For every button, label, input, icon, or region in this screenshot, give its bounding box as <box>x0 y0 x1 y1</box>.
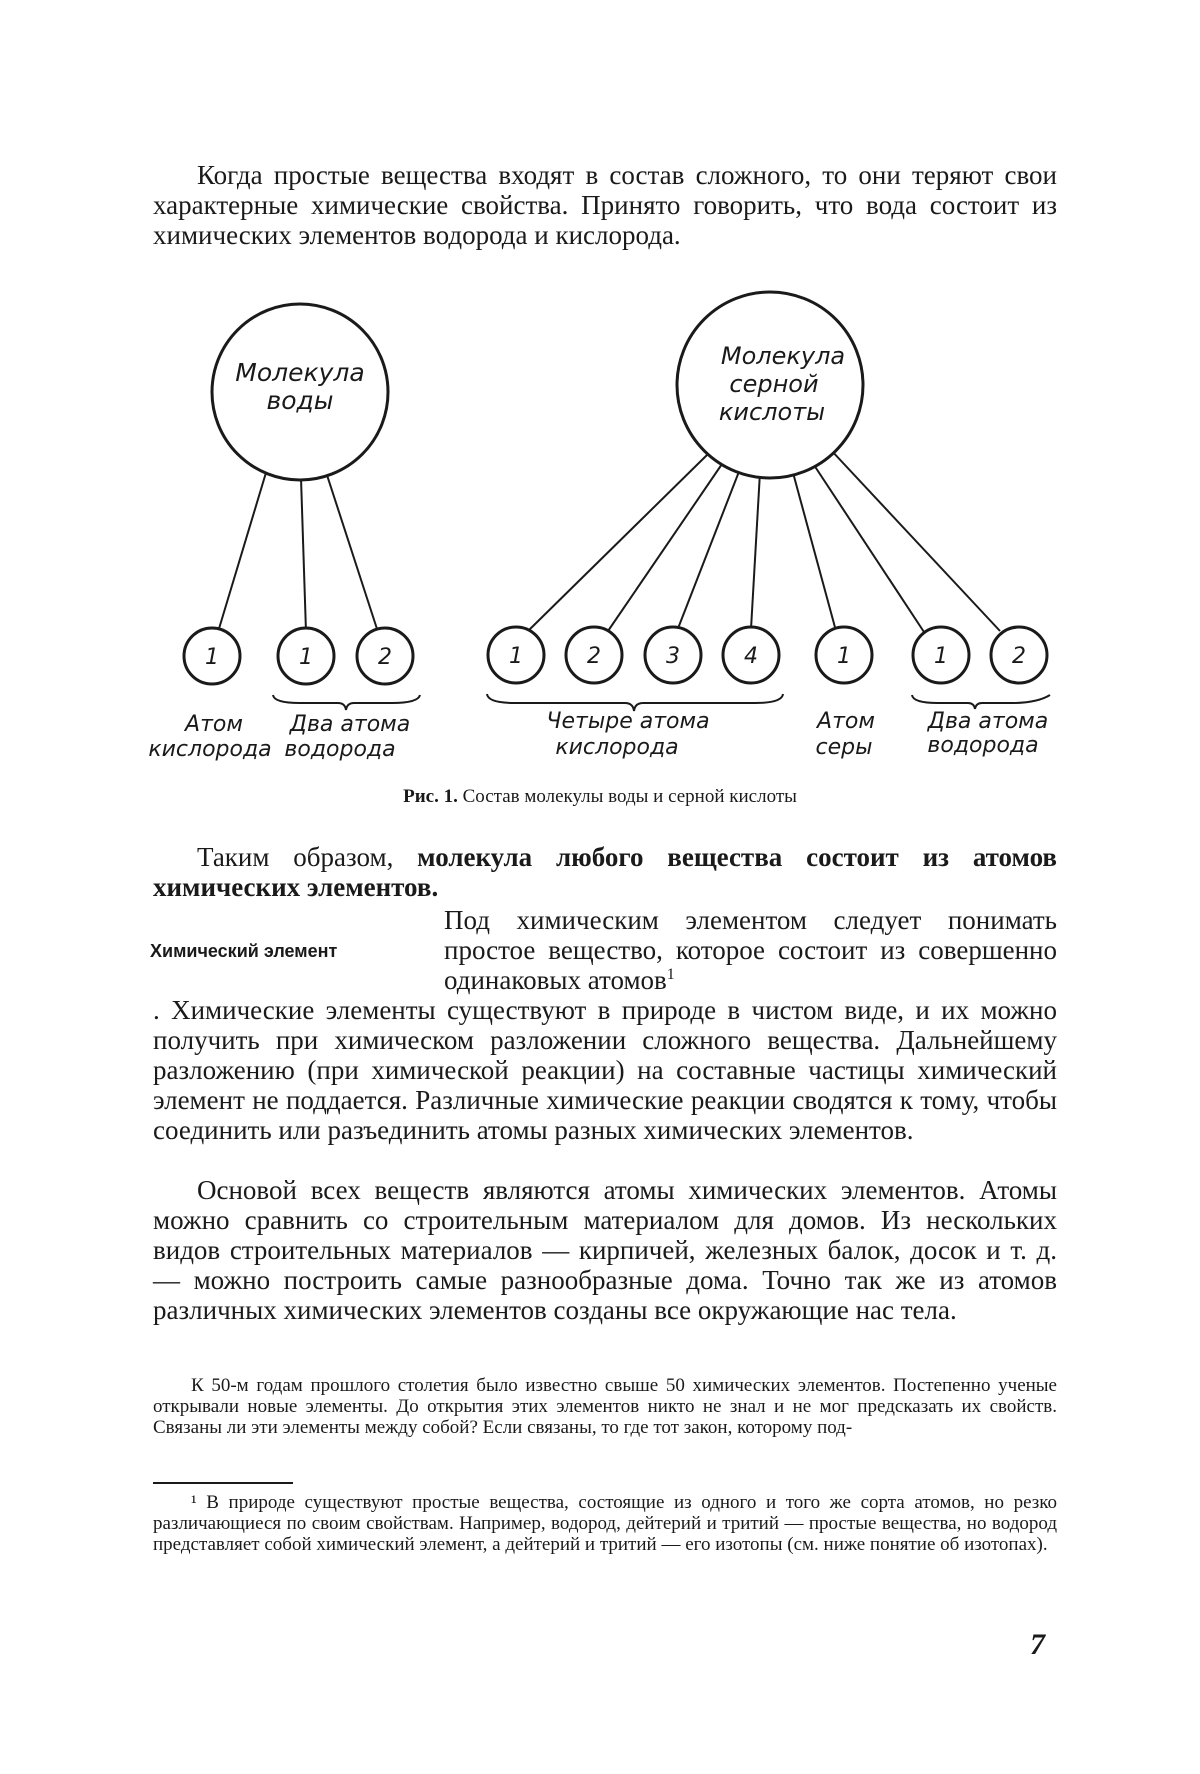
summary-bold: молекула любого вещества состоит из атомов химических элементов. <box>153 842 1057 902</box>
label-sulfur-atom-line2: серы <box>815 735 873 760</box>
atom-number: 2 <box>587 644 601 669</box>
brace-acid-hydrogen <box>912 695 1050 709</box>
figure-caption-text: Состав молекулы воды и серной кислоты <box>462 786 797 807</box>
water-atoms <box>184 628 413 684</box>
water-connectors <box>218 466 378 632</box>
label-two-hydrogen-acid-line1: Два атома <box>927 709 1049 734</box>
label-four-oxygen-line1: Четыре атома <box>546 709 710 734</box>
atom-number: 2 <box>378 645 392 670</box>
molecule-diagram <box>0 0 1200 780</box>
label-oxygen-atom-line2: кислорода <box>148 737 272 762</box>
footnote-text: ¹ В природе существуют простые вещества, состоящие из одного и того же сорта атомов, но резко различающиеся по своим свойствам. Например, водород, дейтерий и тритий — простые вещества, но водород представляет собой химический элемент, а дейтерий и тритий — его изотопы (см. ниже понятие об изотопах). <box>153 1492 1057 1555</box>
label-oxygen-atom-line1: Атом <box>185 712 243 737</box>
label-two-hydrogen-water-line1: Два атома <box>289 712 411 737</box>
atom-number: 2 <box>1012 644 1026 669</box>
figure-caption <box>0 786 1200 808</box>
atom-number: 3 <box>666 644 680 669</box>
intro-paragraph: Когда простые вещества входят в состав сложного, то они теряют свои характерные химические свойства. Принято говорить, что вода состоит из химических элементов водорода и кислорода. <box>153 160 1057 250</box>
figure-caption-label: Рис. 1. <box>403 786 458 807</box>
label-sulfur-atom-line1: Атом <box>817 709 875 734</box>
definition-continuation: . Химические элементы существуют в природе в чистом виде, и их можно получить при химическом разложении сложного вещества. Дальнейшему разложению (при химической реакции) на составные частицы химический элемент не поддается. Различные химические реакции сводятся к тому, чтобы соединить или разъединить атомы разных химических элементов. <box>153 995 1057 1145</box>
side-heading-chemical-element: Химический элемент <box>150 941 338 961</box>
atom-number: 1 <box>299 645 313 670</box>
summary-paragraph <box>153 842 1057 902</box>
acid-molecule-label-line1: Молекула <box>720 342 846 370</box>
atoms-paragraph: Основой всех веществ являются атомы химических элементов. Атомы можно сравнить со строительным материалом для домов. Из нескольких видов строительных материалов — кирпичей, железных балок, досок и т. д. — можно построить самые разнообразные дома. Точно так же из атомов различных химических элементов созданы все окружающие нас тела. <box>153 1175 1057 1325</box>
atom-number: 1 <box>205 645 219 670</box>
definition-text: Под химическим элементом следует понимать простое вещество, которое состоит из совершенно одинаковых атомов <box>444 905 1057 995</box>
definition-right-block <box>444 905 1057 995</box>
atom-number: 4 <box>744 644 758 669</box>
label-two-hydrogen-water-line2: водорода <box>284 737 396 762</box>
footnote-mark: 1 <box>666 966 675 983</box>
summary-plain: Таким образом, <box>197 842 418 872</box>
footnote-divider <box>153 1482 293 1484</box>
water-molecule-label-line1: Молекула <box>235 358 365 387</box>
acid-molecule-label-line3: кислоты <box>718 398 826 426</box>
acid-atoms <box>488 627 1047 683</box>
label-two-hydrogen-acid-line2: водорода <box>927 733 1039 758</box>
atom-number: 1 <box>837 644 851 669</box>
small-print-paragraph: К 50-м годам прошлого столетия было известно свыше 50 химических элементов. Постепенно ученые открывали новые элементы. До открытия этих элементов никто не знал и не мог предсказать их свойств. Связаны ли эти элементы между собой? Если связаны, то где тот закон, которому под- <box>153 1375 1057 1438</box>
label-four-oxygen-line2: кислорода <box>555 735 679 760</box>
atom-number: 1 <box>934 644 948 669</box>
water-molecule-label-line2: воды <box>266 386 334 415</box>
brace-water-hydrogen <box>273 695 420 710</box>
acid-molecule-label-line2: серной <box>729 370 819 398</box>
atom-number: 1 <box>509 644 523 669</box>
page-number: 7 <box>1030 1628 1045 1661</box>
